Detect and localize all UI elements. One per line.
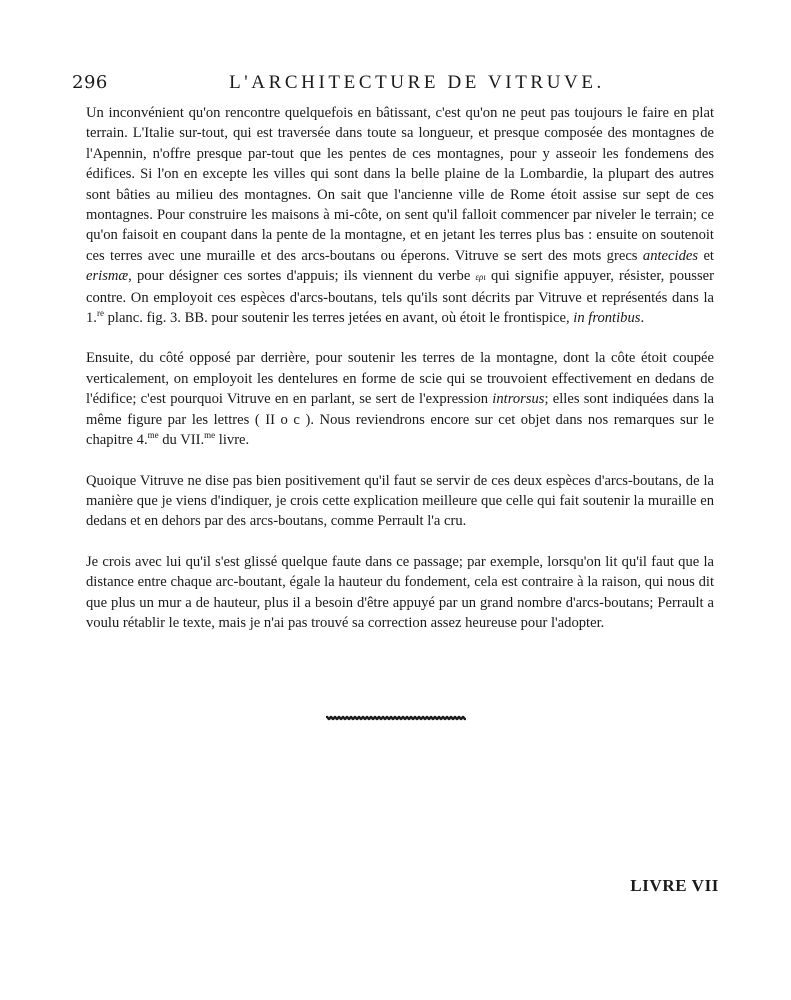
text-run: in frontibus [573, 310, 641, 327]
text-run: ; elles sont indiquées dans la même figure par les lettres ( II o c ). Nous reviendrons encore sur cet objet dans nos remarques sur le chapitre 4. [86, 391, 714, 449]
text-run: qui signifie appuyer, résister, pousser contre. On employoit ces espèces d'arcs-boutans, tels qu'ils sont décrits par Vitruve et représentés dans la 1. [86, 268, 714, 327]
text-run: du VII. [158, 432, 205, 449]
text-run: ερι [475, 272, 486, 283]
paragraph-3 [86, 471, 714, 532]
text-run: Un inconvénient qu'on rencontre quelquefois en bâtissant, c'est qu'on ne peut pas toujours le faire en plat terrain. L'Italie sur-tout, qui est traversée dans toute sa longueur, et presque composée des montagnes de l'Apennin, n'offre presque par-tout que les pentes de ces montagnes, pour y asseoir les fondemens des édifices. Si l'on en excepte les villes qui sont dans la belle plaine de la Lombardie, la plupart des autres sont bâties au milieu des montagnes. On sait que l'ancienne ville de Rome étoit assise sur sept de ces montagnes. Pour construire les maisons à mi-côte, on sent qu'il falloit commencer par niveler le terrain; ce qu'on faisoit en coupant dans la pente de la montagne, et en jetant les terres plus bas : ensuite on soutenoit ces terres avec une muraille et des arcs-boutans ou éperons. Vitruve se sert des mots grecs [86, 105, 714, 264]
page-number: 296 [72, 72, 108, 93]
paragraph-4 [86, 552, 714, 634]
text-run: Je crois avec lui qu'il s'est glissé quelque faute dans ce passage; par exemple, lorsqu'on lit qu'il faut que la distance entre chaque arc-boutant, égale la hauteur du fondement, cela est contraire à la raison, qui nous dit que plus un mur a de hauteur, plus il a besoin d'être appuyé par un grand nombre d'arcs-boutans; Perrault a voulu rétablir le texte, mais je n'ai pas trouvé sa correction assez heureuse pour l'adopter. [86, 553, 714, 631]
paragraph-1 [86, 103, 714, 328]
text-run: Ensuite, du côté opposé par derrière, pour soutenir les terres de la montagne, dont la côte étoit coupée verticalement, on employoit les dentelures en forme de scie qui se trouvoient effectivement en dedans de l'édifice; c'est pourquoi Vitruve en en parlant, se sert de l'expression [86, 350, 714, 408]
paragraph-2 [86, 348, 714, 450]
text-run: et [698, 247, 714, 264]
text-run: introrsus [492, 391, 545, 408]
text-run: me [204, 430, 216, 441]
text-run: me [147, 430, 159, 441]
text-run: antecides [642, 247, 699, 264]
text-run: . [640, 310, 645, 327]
running-head: L'ARCHITECTURE DE VITRUVE. [229, 72, 605, 93]
text-run: , pour désigner ces sortes d'appuis; ils viennent du verbe [128, 268, 476, 285]
text-run: Quoique Vitruve ne dise pas bien positivement qu'il faut se servir de ces deux espèces d'arcs-boutans, de la manière que je viens d'indiquer, je crois cette explication meilleure que celle qui fait soutenir la muraille en dedans et en dehors par des arcs-boutans, comme Perrault l'a cru. [86, 472, 714, 530]
text-run: erismæ [86, 268, 129, 285]
wavy-rule-ornament-icon [326, 713, 466, 723]
text-run: planc. fig. 3. BB. pour soutenir les terres jetées en avant, où étoit le frontispice, [103, 310, 574, 327]
text-run: re [96, 308, 104, 319]
body-text [86, 103, 714, 633]
text-run: livre. [215, 432, 250, 449]
page-header [72, 72, 732, 98]
catchword: LIVRE VII [630, 876, 719, 895]
